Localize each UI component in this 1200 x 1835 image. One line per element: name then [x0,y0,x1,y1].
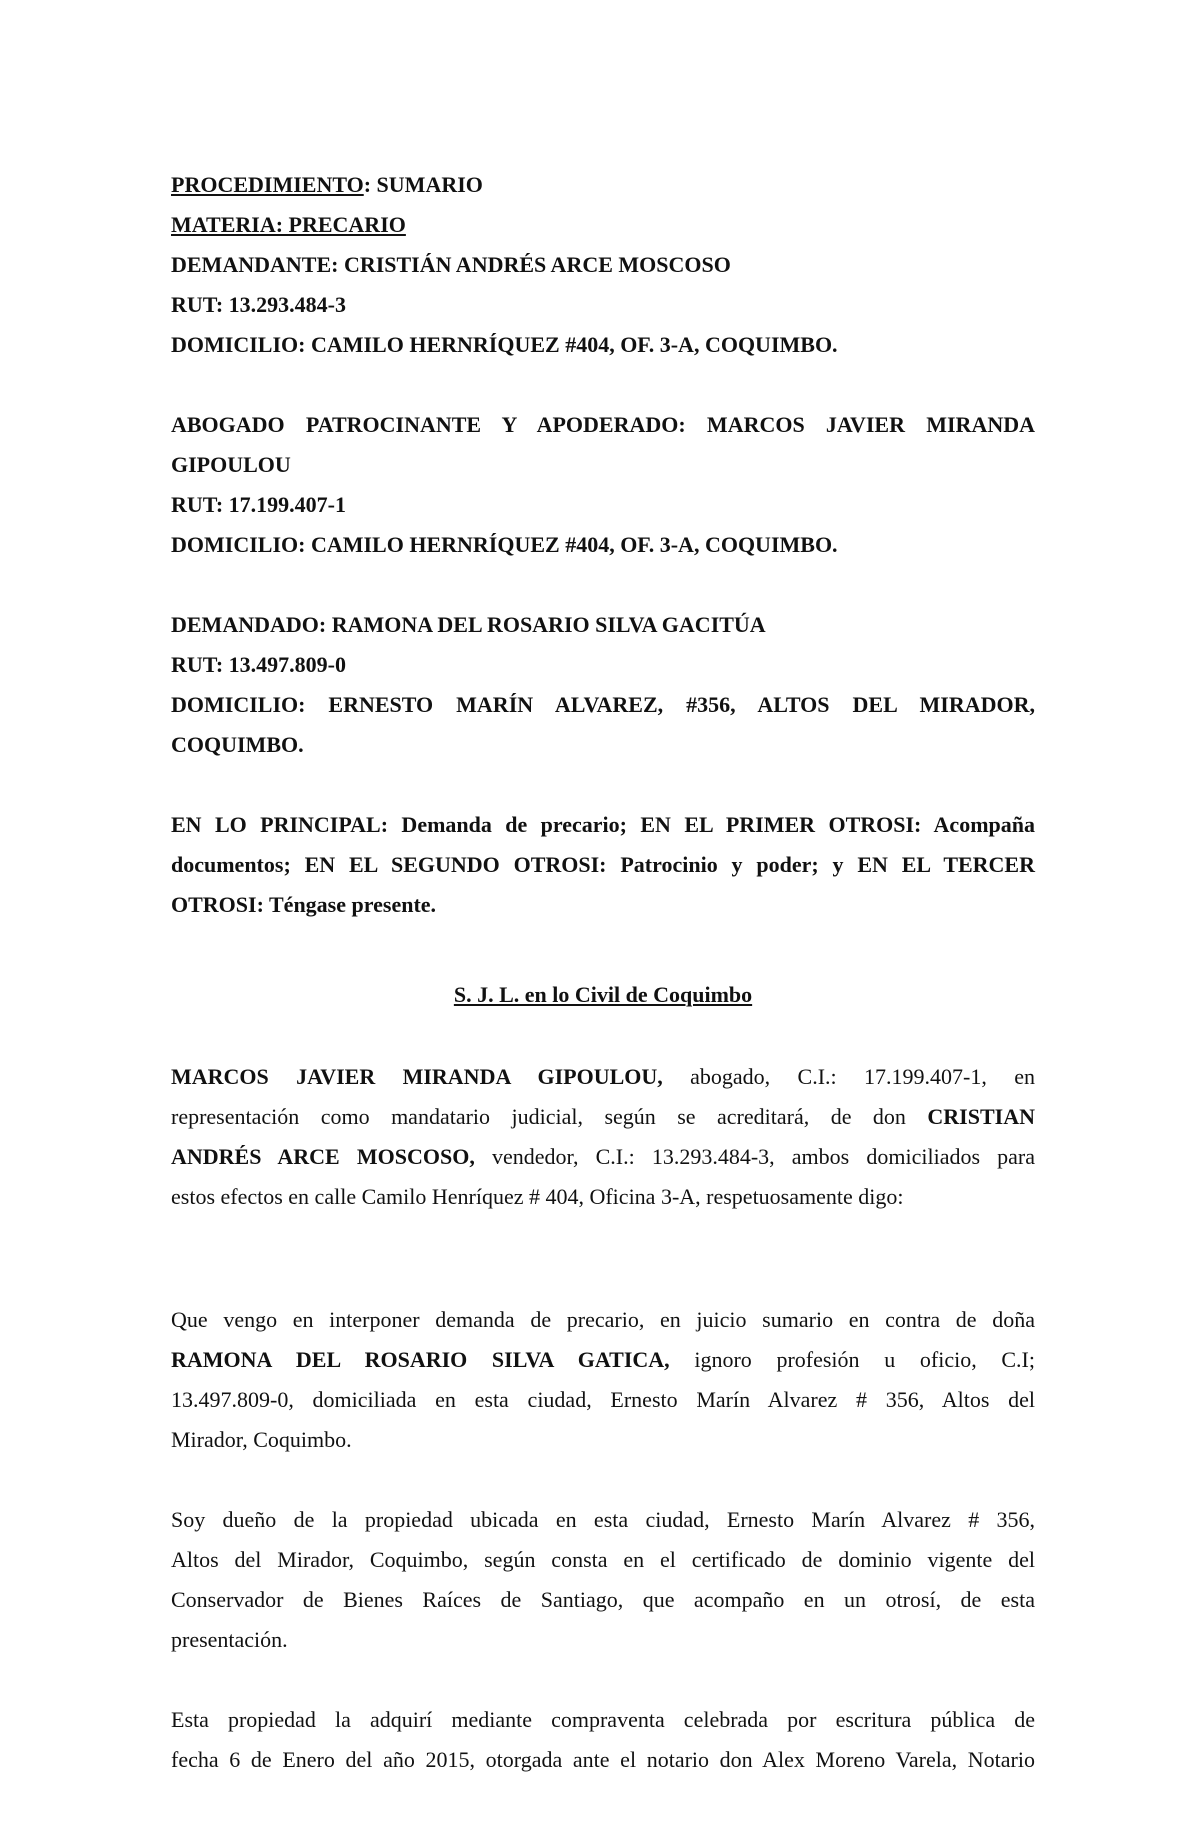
para2-line-2: Altos del Mirador, Coquimbo, según consta en el certificado de dominio vigente del [171,1547,1035,1572]
demandante-domicilio: DOMICILIO: CAMILO HERNRÍQUEZ #404, OF. 3-A, COQUIMBO. [171,332,838,357]
intro-line-4: estos efectos en calle Camilo Henríquez # 404, Oficina 3-A, respetuosamente digo: [171,1184,904,1209]
lawyer-name: MARCOS JAVIER MIRANDA GIPOULOU, [171,1064,663,1089]
abogado-line-1: ABOGADO PATROCINANTE Y APODERADO: MARCOS JAVIER MIRANDA [171,412,1035,437]
abogado-line-2: GIPOULOU [171,452,291,477]
court-heading: S. J. L. en lo Civil de Coquimbo [453,982,753,1007]
para2-line-4: presentación. [171,1627,288,1652]
para1-line-2-rest: ignoro profesión u oficio, C.I; [694,1347,1035,1372]
para1-line-1: Que vengo en interponer demanda de precario, en juicio sumario en contra de doña [171,1307,1035,1332]
procedimiento-value: : SUMARIO [363,172,483,197]
para1-line-2 [171,1346,1035,1374]
demandado-line: DEMANDADO: RAMONA DEL ROSARIO SILVA GACITÚA [171,612,766,637]
summary-line-3: OTROSI: Téngase presente. [171,892,437,917]
client-first-name: CRISTIAN [927,1104,1035,1129]
para1-line-4: Mirador, Coquimbo. [171,1427,352,1452]
intro-line-2-rest: representación como mandatario judicial, según se acreditará, de don [171,1104,906,1129]
intro-line-1-rest: abogado, C.I.: 17.199.407-1, en [690,1064,1035,1089]
summary-line-1: EN LO PRINCIPAL: Demanda de precario; EN EL PRIMER OTROSI: Acompaña [171,812,1035,837]
para3-line-2: fecha 6 de Enero del año 2015, otorgada ante el notario don Alex Moreno Varela, Notario [171,1747,1035,1772]
defendant-name: RAMONA DEL ROSARIO SILVA GATICA, [171,1347,670,1372]
demandado-domicilio-1: DOMICILIO: ERNESTO MARÍN ALVAREZ, #356, ALTOS DEL MIRADOR, [171,692,1035,717]
intro-line-2 [171,1103,1035,1131]
para2-line-3: Conservador de Bienes Raíces de Santiago, que acompaño en un otrosí, de esta [171,1587,1035,1612]
intro-line-1 [171,1063,1035,1091]
para3-line-1: Esta propiedad la adquirí mediante compraventa celebrada por escritura pública de [171,1707,1035,1732]
intro-line-3 [171,1143,1035,1171]
abogado-rut: RUT: 17.199.407-1 [171,492,346,517]
materia-line: MATERIA: PRECARIO [171,212,406,237]
demandante-rut: RUT: 13.293.484-3 [171,292,346,317]
demandante-line: DEMANDANTE: CRISTIÁN ANDRÉS ARCE MOSCOSO [171,252,731,277]
demandado-domicilio-2: COQUIMBO. [171,732,304,757]
demandado-rut: RUT: 13.497.809-0 [171,652,346,677]
procedimiento-line [171,171,483,199]
para2-line-1: Soy dueño de la propiedad ubicada en esta ciudad, Ernesto Marín Alvarez # 356, [171,1507,1035,1532]
intro-line-3-rest: vendedor, C.I.: 13.293.484-3, ambos domiciliados para [491,1144,1036,1169]
abogado-domicilio: DOMICILIO: CAMILO HERNRÍQUEZ #404, OF. 3-A, COQUIMBO. [171,532,838,557]
procedimiento-label: PROCEDIMIENTO [171,172,364,197]
client-last-names: ANDRÉS ARCE MOSCOSO, [171,1144,475,1169]
para1-line-3: 13.497.809-0, domiciliada en esta ciudad, Ernesto Marín Alvarez # 356, Altos del [171,1387,1035,1412]
summary-line-2: documentos; EN EL SEGUNDO OTROSI: Patrocinio y poder; y EN EL TERCER [171,852,1035,877]
